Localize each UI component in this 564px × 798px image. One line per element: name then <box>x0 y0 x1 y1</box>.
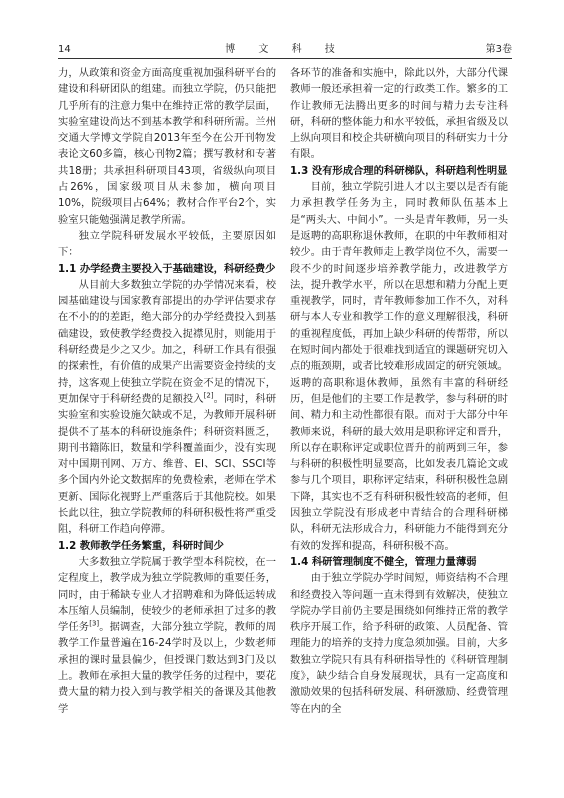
paragraph <box>58 554 276 717</box>
section-heading-1-2: 1.2 教师教学任务繁重，科研时间少 <box>58 539 224 552</box>
paragraph-text: 。据调查，大部分独立学院，教师的周教学工作量普遍在16-24学时及以上，少数老师承担的课时量县偏少，但授课门数达到3门及以上。教师在承担大量的教学任务的过程中，要花费大量的精力投入到与教学相关的备课及其他教学 <box>58 621 276 715</box>
paragraph: 目前，独立学院引进人才以主要以是否有能力承担教学任务为主，同时教师队伍基本上是“两头大、中间小”。一头是青年教师，另一头是返聘的高职称退休教师，在职的中年教师相对较少。由于青年教师走上教学岗位不久，需要一段不少的时间逐步培养教学能力，改进教学方法，提升教学水平，所以在思想和精力分配上更重视教学，同时，青年教师参加工作不久，对科研与本人专业和教学工作的意义理解很浅，科研的重视程度低，再加上缺少科研的传帮带，所以在短时间内都处于很难找到适宜的课题研究切入点的瓶颈期，或者比较难形成固定的研究领域。返聘的高职称退休教师，虽然有丰富的科研经历，但是他们的主要工作是教学，参与科研的时间、精力和主动性都很有限。而对于大部分中年教师来说，科研的最大效用是职称评定和晋升，所以存在职称评定或职位晋升的前两到三年，参与科研的积极性明显要高，比如发表几篇论文或参与几个项目，职称评定结束，科研积极性急剧下降，其实也不乏有科研积极性较高的老师，但因独立学院没有形成老中青结合的合理科研梯队，科研无法形成合力，科研能力不能得到充分有效的发挥和提高，科研积极不高。 <box>290 181 508 552</box>
paragraph: 各环节的准备和实施中，除此以外，大部分代课教师一般还承担着一定的行政类工作。繁多的工作让教师无法腾出更多的时间与精力去专注科研，科研的整体能力和水平较低，承担省级及以上纵向项目和校企共研横向项目的科研实力十分有限。 <box>290 67 508 161</box>
journal-title: 博 文 科 技 <box>225 44 345 55</box>
section-heading-1-4: 1.4 科研管理制度不健全，管理力量薄弱 <box>290 555 477 568</box>
section-heading-1-1: 1.1 办学经费主要投入于基础建设，科研经费少 <box>58 262 276 275</box>
paragraph: 独立学院科研发展水平较低，主要原因如下： <box>58 229 276 259</box>
citation-ref: [2] <box>203 391 214 400</box>
left-column <box>58 65 276 775</box>
volume-label: 第3卷 <box>485 44 512 55</box>
citation-ref: [3] <box>89 619 100 628</box>
section-heading-1-3: 1.3 没有形成合理的科研梯队，科研趋利性明显 <box>290 164 508 177</box>
paragraph-text: 从目前大多数独立学院的办学情况来看，校园基础建设与国家教育部提出的办学评估要求存在不小的的差距，绝大部分的办学经费投入到基础建设，致使教学经费投入捉襟见肘，则能用于科研经费是少之又少。加之，科研工作具有很强的探索性，有价值的成果产出需要资金持续的支持，这客观上使独立学院在资金不足的情况下，更加保守于科研经费的足额投入 <box>58 278 276 405</box>
paragraph-text: 。同时，科研实验室和实验设施欠缺或不足，为教师开展科研提供不了基本的科研设施条件；科研资料匮乏，期刊书籍陈旧，数量和学科覆盖面少，没有实现对中国期刊网、万方、维普、EI、SCI、SSCI等多个国内外论文数据库的免费检索，老师在学术更新、国际化视野上严重落后于其他院校。如果长此以往，独立学院教师的科研积极性将严重受阻，科研工作趋向停滞。 <box>58 392 276 536</box>
paragraph: 由于独立学院办学时间短，师资结构不合理和经费投入等问题一直未得到有效解决，使独立学院办学目前仍主要是围绕如何维持正常的教学秩序开展工作，给予科研的政策、人员配备、管理能力的培养的支持力度急须加强。目前，大多数独立学院只有具有科研指导性的《科研管理制度》，缺少结合自身发展现状，具有一定高度和激励效果的包括科研发展、科研激励、经费管理等在内的全 <box>290 572 508 715</box>
paragraph: 力，从政策和资金方面高度重视加强科研平台的建设和科研团队的组建。而独立学院，仍只能把几乎所有的注意力集中在维持正常的教学层面，实验室建设尚达不到基本教学和科研所需。兰州交通大学博文学院自2013年至今在公开刊物发表论文60多篇，核心刊物2篇；撰写教材和专著共18册；共承担科研项目43项，省级纵向项目占26%，国家级项目从未参加，横向项目10%，院级项目占64%；教材合作平台2个，实验室只能勉强满足教学所需。 <box>58 67 276 226</box>
paragraph-text: 大多数独立学院属于教学型本科院校，在一定程度上，教学成为独立学院教师的重要任务，同时，由于稀缺专业人才招聘难和为降低运转成本压缩人员编制，使较少的老师承担了过多的教学任务 <box>58 555 276 634</box>
paragraph <box>58 277 276 538</box>
page-number: 14 <box>58 44 71 55</box>
right-column <box>290 65 508 775</box>
running-header <box>58 42 512 59</box>
